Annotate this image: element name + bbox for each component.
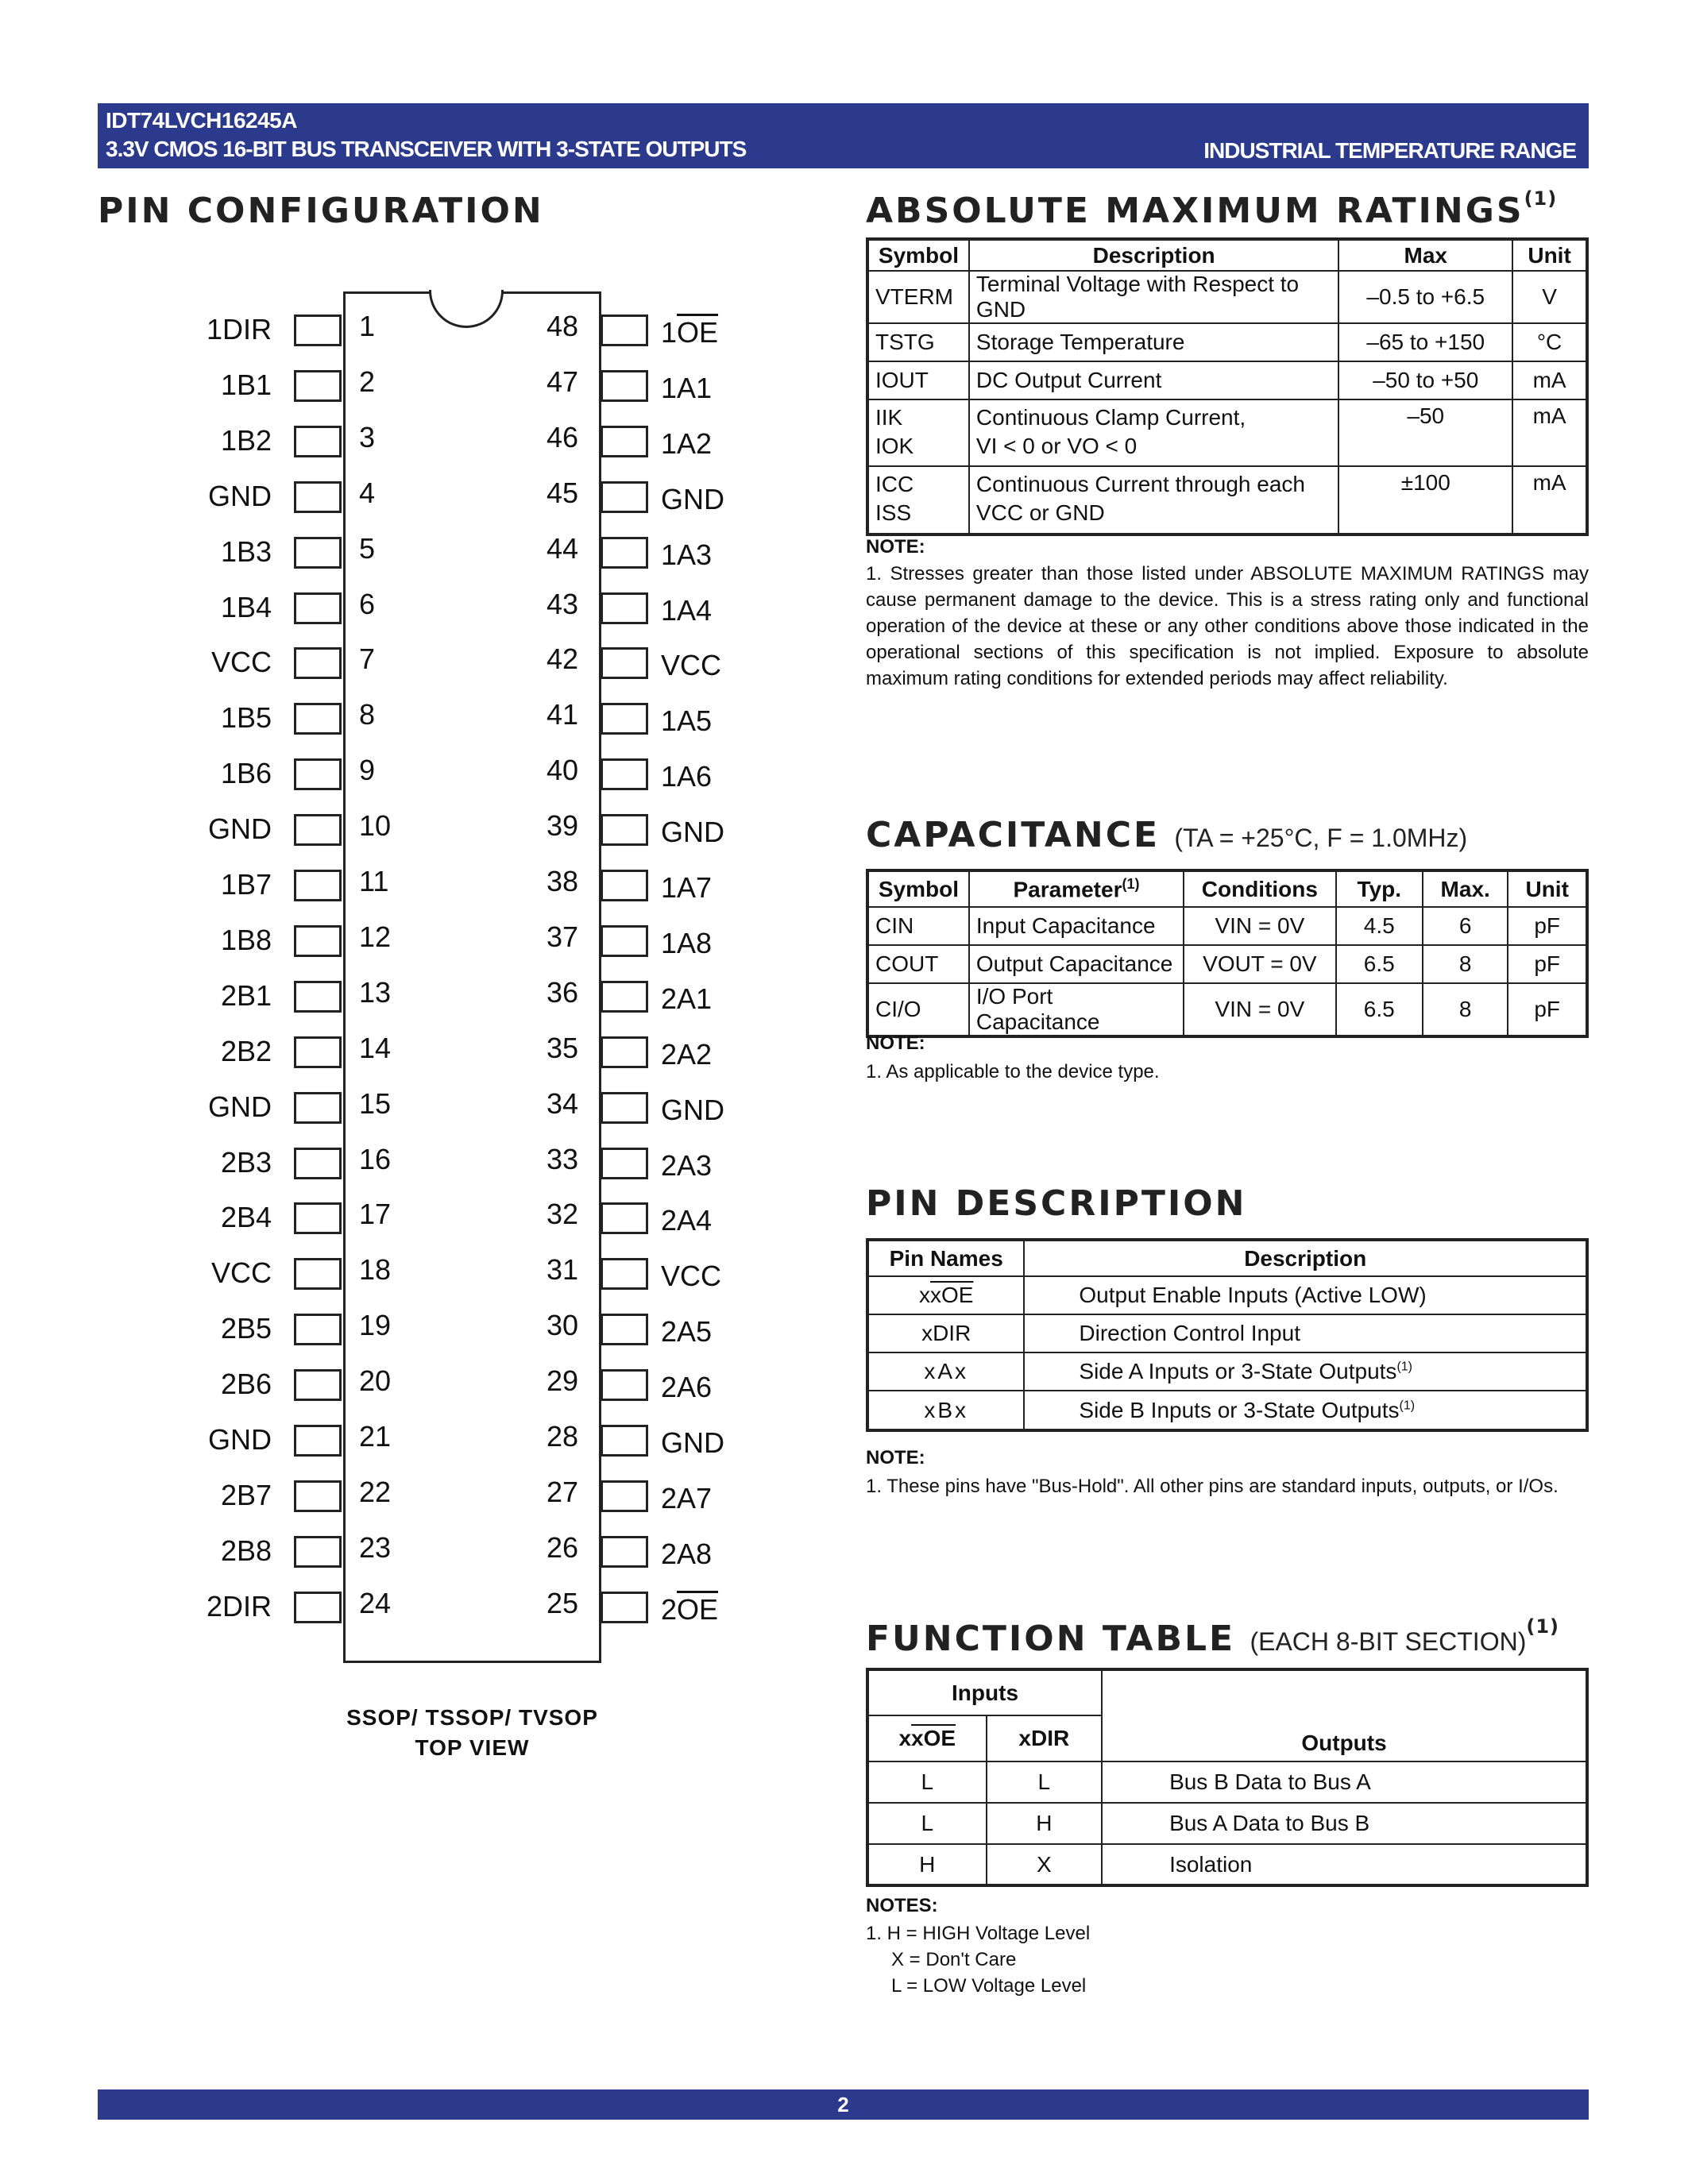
pin-name-left: 2B2 [220, 1034, 272, 1067]
pin-name-left: GND [208, 812, 272, 846]
pin-box-left [294, 481, 342, 513]
pin-number-left: 19 [359, 1309, 392, 1342]
pin-number-left: 3 [359, 420, 376, 453]
pin-name-left: 1B3 [220, 534, 272, 568]
pin-box-right [601, 1148, 648, 1179]
pin-name-left: 2B1 [220, 978, 272, 1012]
pin-box-left [294, 870, 342, 901]
pin-desc-title: PIN DESCRIPTION [866, 1183, 1247, 1224]
page-header [98, 103, 1589, 168]
pin-box-left [294, 1480, 342, 1512]
pin-box-left [294, 1036, 342, 1068]
ft-header-oe: $x\overline{xOE}$ [867, 1715, 987, 1761]
cap-cond: VOUT = 0V [1184, 945, 1335, 983]
pin-box-left [294, 537, 342, 569]
pin-number-right: 30 [546, 1309, 578, 1342]
abs-max-title-sup: (1) [1524, 187, 1558, 210]
pin-number-right: 32 [546, 1198, 578, 1231]
pin-number-left: 4 [359, 476, 376, 509]
pin-number-left: 10 [359, 809, 392, 843]
cap-header-param-sup: (1) [1122, 875, 1140, 892]
pin-box-left [294, 1092, 342, 1124]
pin-number-left: 20 [359, 1364, 392, 1398]
pin-name-left: 1B2 [220, 423, 272, 457]
pin-number-left: 9 [359, 754, 376, 787]
abs-max-unit: mA [1512, 466, 1587, 534]
pin-number-left: 11 [359, 865, 389, 897]
package-types: SSOP/ TSSOP/ TVSOP [346, 1705, 598, 1730]
pin-desc-text: Output Enable Inputs (Active LOW) [1024, 1276, 1587, 1314]
pin-box-right [601, 537, 648, 569]
pin-number-right: 48 [546, 310, 578, 342]
pin-box-left [294, 925, 342, 957]
pin-name-right: 1A1 [661, 371, 713, 404]
pin-number-right: 27 [546, 1475, 578, 1508]
pin-number-left: 13 [359, 975, 392, 1009]
abs-max-unit: °C [1512, 323, 1587, 361]
pin-box-right [601, 981, 648, 1013]
pin-number-left: 5 [359, 531, 376, 565]
capacitance-table [866, 869, 1589, 1038]
pin-name-left: 1B6 [220, 757, 272, 790]
abs-max-value: –65 to +150 [1338, 323, 1512, 361]
pin-box-right [601, 481, 648, 513]
pin-name-right: 1A2 [661, 426, 713, 460]
ft-note-1: 1. H = HIGH Voltage Level [866, 1923, 1091, 1944]
pin-name-right: 2A6 [661, 1371, 713, 1404]
table-row [867, 1314, 1587, 1352]
abs-max-value: –50 [1338, 399, 1512, 466]
pin-name-right: 2A5 [661, 1315, 713, 1349]
pin-box-left [294, 814, 342, 846]
package-view: TOP VIEW [415, 1735, 530, 1760]
pin-box-left [294, 1258, 342, 1290]
table-row [867, 271, 1587, 323]
document-subtitle: 3.3V CMOS 16-BIT BUS TRANSCEIVER WITH 3-STATE OUTPUTS [106, 137, 747, 161]
cap-param: Output Capacitance [969, 945, 1184, 983]
pin-box-right [601, 925, 648, 957]
pin-name-right: 1A6 [661, 760, 713, 793]
pin-desc-name: xDIR [867, 1314, 1024, 1352]
cap-header-param-text: Parameter [1013, 877, 1122, 902]
abs-max-symbol-2: ISS [875, 500, 912, 525]
pin-name-right: 2A1 [661, 982, 713, 1015]
ft-header-inputs: Inputs [867, 1669, 1102, 1715]
abs-max-symbol: ICC [875, 472, 914, 496]
pin-box-right [601, 1536, 648, 1568]
abs-max-title [866, 187, 1558, 231]
pin-name-left: 2DIR [206, 1589, 272, 1623]
table-row [867, 1761, 1587, 1803]
abs-max-symbol: TSTG [867, 323, 969, 361]
cap-max: 6 [1423, 907, 1508, 945]
abs-max-desc: Storage Temperature [969, 323, 1338, 361]
pin-number-right: 28 [546, 1420, 578, 1453]
pin-name-right: 1A4 [661, 593, 713, 627]
pin-box-left [294, 370, 342, 402]
pin-box-right [601, 1092, 648, 1124]
pin-box-right [601, 370, 648, 402]
pin-box-left [294, 703, 342, 735]
pin-name-left: GND [208, 479, 272, 512]
abs-max-symbol: VTERM [867, 271, 969, 323]
abs-max-note: 1. Stresses greater than those listed under ABSOLUTE MAXIMUM RATINGS may cause permanent damage to the device. This is a stress rating only and functional operation of the device at these or any other conditions above those indicated in the operational sections of this specification is not implied. Exposure to absolute maximum rating conditions for extended periods may affect reliability. [866, 563, 1589, 689]
ft-note-head: NOTES: [866, 1895, 938, 1916]
pin-name-left: 2B8 [220, 1534, 272, 1567]
pin-box-left [294, 758, 342, 790]
pin-number-right: 47 [546, 365, 578, 398]
pin-box-right [601, 1202, 648, 1234]
pin-number-right: 25 [546, 1586, 578, 1619]
pin-number-right: 40 [546, 754, 578, 787]
pin-box-left [294, 981, 342, 1013]
pin-desc-name: xBx [867, 1391, 1024, 1430]
pin-number-left: 12 [359, 920, 392, 953]
pin-name-left: 2B5 [220, 1312, 272, 1345]
abs-max-value: –0.5 to +6.5 [1338, 271, 1512, 323]
pin-name-right: 1A7 [661, 871, 713, 904]
pin-desc-note-head: NOTE: [866, 1447, 925, 1468]
pin-number-left: 1 [359, 310, 376, 342]
cap-header-param [969, 870, 1184, 907]
pin-name-right: 1A5 [661, 704, 713, 738]
ft-out: Isolation [1102, 1844, 1587, 1885]
ft-header-outputs: Outputs [1102, 1669, 1587, 1761]
pin-number-right: 42 [546, 642, 578, 676]
abs-max-note-head: NOTE: [866, 536, 925, 558]
abs-max-unit: mA [1512, 399, 1587, 466]
abs-max-desc: Continuous Clamp Current, [975, 405, 1246, 430]
pin-desc-text-cell [1024, 1352, 1587, 1391]
cap-max: 8 [1423, 983, 1508, 1036]
pin-name-left: 1B7 [220, 868, 272, 901]
pin-name-overline: $\overline{OE}$ [677, 1592, 719, 1626]
pin-box-left [294, 1148, 342, 1179]
ft-dir: L [987, 1761, 1103, 1803]
pin-number-left: 17 [359, 1198, 392, 1231]
pin-name-right: 2A3 [661, 1148, 713, 1182]
pin-box-left [294, 592, 342, 624]
pin-desc-text: Side B Inputs or 3-State Outputs [1079, 1397, 1400, 1422]
pin-box-left [294, 1592, 342, 1623]
pin-name-right: GND [661, 1093, 724, 1126]
function-table-title-sup: (1) [1526, 1615, 1559, 1638]
pin-desc-header-name: Pin Names [867, 1240, 1024, 1276]
pin-number-right: 26 [546, 1530, 578, 1564]
ft-oe: L [867, 1761, 987, 1803]
abs-max-value: –50 to +50 [1338, 361, 1512, 399]
pin-box-left [294, 1314, 342, 1345]
pin-desc-table [866, 1238, 1589, 1432]
pin-number-right: 37 [546, 920, 578, 953]
pin-desc-name: $x\overline{xOE}$ [867, 1276, 1024, 1314]
pin-number-left: 18 [359, 1253, 392, 1287]
abs-max-value: ±100 [1338, 466, 1512, 534]
pin-number-left: 23 [359, 1530, 392, 1564]
pin-box-right [601, 758, 648, 790]
cap-symbol: CI/O [867, 983, 969, 1036]
pin-name-left: 1B1 [220, 368, 272, 401]
pin-name-left: 1B4 [220, 590, 272, 623]
pin-box-right [601, 426, 648, 457]
pin-number-right: 44 [546, 531, 578, 565]
pin-number-right: 33 [546, 1142, 578, 1175]
abs-max-desc-2: VI < 0 or VO < 0 [975, 434, 1138, 458]
cap-note-head: NOTE: [866, 1032, 925, 1054]
pin-box-right [601, 1425, 648, 1457]
abs-max-header-unit: Unit [1512, 239, 1587, 271]
pin-box-left [294, 1536, 342, 1568]
cap-header-max: Max. [1423, 870, 1508, 907]
pin-name-left: GND [208, 1423, 272, 1456]
pin-desc-header-desc: Description [1024, 1240, 1587, 1276]
pin-number-right: 41 [546, 698, 578, 731]
ft-out: Bus A Data to Bus B [1102, 1803, 1587, 1844]
cap-symbol: CIN [867, 907, 969, 945]
pin-desc-sup: (1) [1396, 1360, 1412, 1374]
table-row [867, 1803, 1587, 1844]
table-row [867, 1276, 1587, 1314]
pin-number-left: 7 [359, 642, 376, 676]
abs-max-unit: mA [1512, 361, 1587, 399]
pin-number-right: 43 [546, 587, 578, 620]
pin-number-left: 22 [359, 1475, 392, 1508]
package-label [343, 1703, 601, 1763]
capacitance-conditions: (TA = +25°C, F = 1.0MHz) [1174, 824, 1468, 852]
cap-header-cond: Conditions [1184, 870, 1335, 907]
pin-name-right: GND [661, 816, 724, 849]
pin-desc-text-cell [1024, 1391, 1587, 1430]
pin-name-right: 2A8 [661, 1537, 713, 1570]
pin-box-left [294, 1369, 342, 1401]
pin-name-right: VCC [661, 649, 722, 682]
table-row [867, 399, 1587, 466]
ft-dir: X [987, 1844, 1103, 1885]
function-table-title [866, 1615, 1559, 1659]
cap-unit: pF [1508, 983, 1587, 1036]
pin-name-left: 2B6 [220, 1368, 272, 1401]
abs-max-symbol: IIK [875, 405, 903, 430]
temperature-range: INDUSTRIAL TEMPERATURE RANGE [1203, 138, 1576, 163]
ft-header-dir: xDIR [987, 1715, 1103, 1761]
pin-name-right: 2A7 [661, 1481, 713, 1515]
function-table [866, 1668, 1589, 1887]
pin-number-left: 16 [359, 1142, 392, 1175]
pin-number-right: 34 [546, 1086, 578, 1120]
pin-box-right [601, 1036, 648, 1068]
abs-max-table [866, 237, 1589, 536]
cap-header-symbol: Symbol [867, 870, 969, 907]
abs-max-title-text: ABSOLUTE MAXIMUM RATINGS [866, 191, 1524, 231]
function-table-subtitle: (EACH 8-BIT SECTION) [1250, 1627, 1527, 1656]
pin-desc-text: Side A Inputs or 3-State Outputs [1079, 1359, 1397, 1383]
abs-max-header-desc: Description [969, 239, 1338, 271]
pin-number-right: 45 [546, 476, 578, 509]
ft-dir: H [987, 1803, 1103, 1844]
pin-box-right [601, 703, 648, 735]
pin-number-left: 8 [359, 698, 376, 731]
table-row [867, 1391, 1587, 1430]
pin-name-right: 2A2 [661, 1037, 713, 1071]
pin-box-right [601, 592, 648, 624]
pin-box-right [601, 1369, 648, 1401]
abs-max-desc: Continuous Current through each [975, 472, 1305, 496]
cap-symbol: COUT [867, 945, 969, 983]
abs-max-desc: Terminal Voltage with Respect to GND [969, 271, 1338, 323]
pin-number-left: 6 [359, 587, 376, 620]
capacitance-title-text: CAPACITANCE [866, 815, 1161, 855]
part-number: IDT74LVCH16245A [106, 108, 297, 133]
table-row [867, 907, 1587, 945]
pin-desc-note: 1. These pins have "Bus-Hold". All other pins are standard inputs, outputs, or I/Os. [866, 1476, 1559, 1497]
pin-name-right: $2\overline{OE}$ [661, 1592, 719, 1626]
pin-number-left: 15 [359, 1086, 392, 1120]
pin-number-left: 14 [359, 1031, 392, 1064]
pin-number-right: 31 [546, 1253, 578, 1287]
pin-name-left: VCC [211, 646, 272, 679]
ft-header-oe-text: $\overline{xOE}$ [911, 1726, 956, 1750]
pin-number-left: 2 [359, 365, 376, 398]
cap-note: 1. As applicable to the device type. [866, 1061, 1160, 1082]
abs-max-desc: DC Output Current [969, 361, 1338, 399]
table-row [867, 466, 1587, 534]
page-footer [98, 2089, 1589, 2120]
pin-name-left: 1B5 [220, 701, 272, 735]
pin-box-left [294, 1425, 342, 1457]
pin-desc-name-oe: $\overline{xOE}$ [929, 1283, 974, 1307]
ft-note-2: X = Don't Care [891, 1949, 1017, 1970]
cap-max: 8 [1423, 945, 1508, 983]
pin-number-right: 29 [546, 1364, 578, 1398]
pin-name-right: GND [661, 482, 724, 515]
capacitance-title [866, 815, 1467, 855]
cap-header-typ: Typ. [1336, 870, 1423, 907]
pin-box-right [601, 1592, 648, 1623]
abs-max-symbol: IOUT [867, 361, 969, 399]
pin-desc-name: xAx [867, 1352, 1024, 1391]
cap-typ: 4.5 [1336, 907, 1423, 945]
ft-oe: L [867, 1803, 987, 1844]
pin-box-right [601, 870, 648, 901]
table-row [867, 1352, 1587, 1391]
table-row [867, 1844, 1587, 1885]
cap-param: Input Capacitance [969, 907, 1184, 945]
cap-typ: 6.5 [1336, 983, 1423, 1036]
pin-number-right: 36 [546, 975, 578, 1009]
pin-name-left: GND [208, 1090, 272, 1123]
cap-cond: VIN = 0V [1184, 983, 1335, 1036]
abs-max-header-max: Max [1338, 239, 1512, 271]
pin-number-right: 46 [546, 420, 578, 453]
function-table-title-text: FUNCTION TABLE [866, 1619, 1236, 1659]
pin-name-right: 1A8 [661, 926, 713, 959]
cap-cond: VIN = 0V [1184, 907, 1335, 945]
pin-name-left: 2B7 [220, 1478, 272, 1511]
pin-box-left [294, 1202, 342, 1234]
cap-header-unit: Unit [1508, 870, 1587, 907]
pin-box-right [601, 647, 648, 679]
pin-number-right: 38 [546, 865, 578, 897]
cap-param: I/O Port Capacitance [969, 983, 1184, 1036]
table-row [867, 323, 1587, 361]
pin-config-title: PIN CONFIGURATION [98, 191, 544, 231]
pin-number-right: 39 [546, 809, 578, 843]
cap-typ: 6.5 [1336, 945, 1423, 983]
abs-max-header-symbol: Symbol [867, 239, 969, 271]
pin-desc-text: Direction Control Input [1024, 1314, 1587, 1352]
pin-box-right [601, 1258, 648, 1290]
table-row [867, 983, 1587, 1036]
pin-name-right: 2A4 [661, 1204, 713, 1237]
pin-name-right: VCC [661, 1260, 722, 1293]
pin-name-left: 2B3 [220, 1145, 272, 1179]
cap-unit: pF [1508, 945, 1587, 983]
pin-box-left [294, 647, 342, 679]
pin-name-left: 2B4 [220, 1201, 272, 1234]
pin-name-right: 1A3 [661, 538, 713, 571]
pin-box-right [601, 314, 648, 346]
pin-name-right: GND [661, 1426, 724, 1459]
abs-max-desc-2: VCC or GND [975, 500, 1105, 525]
pin-desc-sup: (1) [1399, 1399, 1416, 1413]
pin-name-left: VCC [211, 1256, 272, 1290]
pin-box-right [601, 814, 648, 846]
pin-name-left: 1DIR [206, 313, 272, 345]
ft-oe: H [867, 1844, 987, 1885]
pin-name-overline: $\overline{OE}$ [677, 316, 719, 349]
ft-note-3: L = LOW Voltage Level [891, 1975, 1087, 1997]
pin-box-right [601, 1314, 648, 1345]
cap-unit: pF [1508, 907, 1587, 945]
pin-number-left: 21 [359, 1420, 392, 1453]
pin-box-left [294, 426, 342, 457]
pin-number-left: 24 [359, 1586, 392, 1619]
table-row [867, 361, 1587, 399]
pin-name-left: 1B8 [220, 923, 272, 956]
pin-name-right: $1\overline{OE}$ [661, 316, 719, 349]
table-row [867, 945, 1587, 983]
ft-out: Bus B Data to Bus A [1102, 1761, 1587, 1803]
pin-number-right: 35 [546, 1031, 578, 1064]
abs-max-unit: V [1512, 271, 1587, 323]
abs-max-symbol-2: IOK [875, 434, 914, 458]
page-number: 2 [837, 2093, 849, 2116]
pin-box-left [294, 314, 342, 346]
pin-box-right [601, 1480, 648, 1512]
